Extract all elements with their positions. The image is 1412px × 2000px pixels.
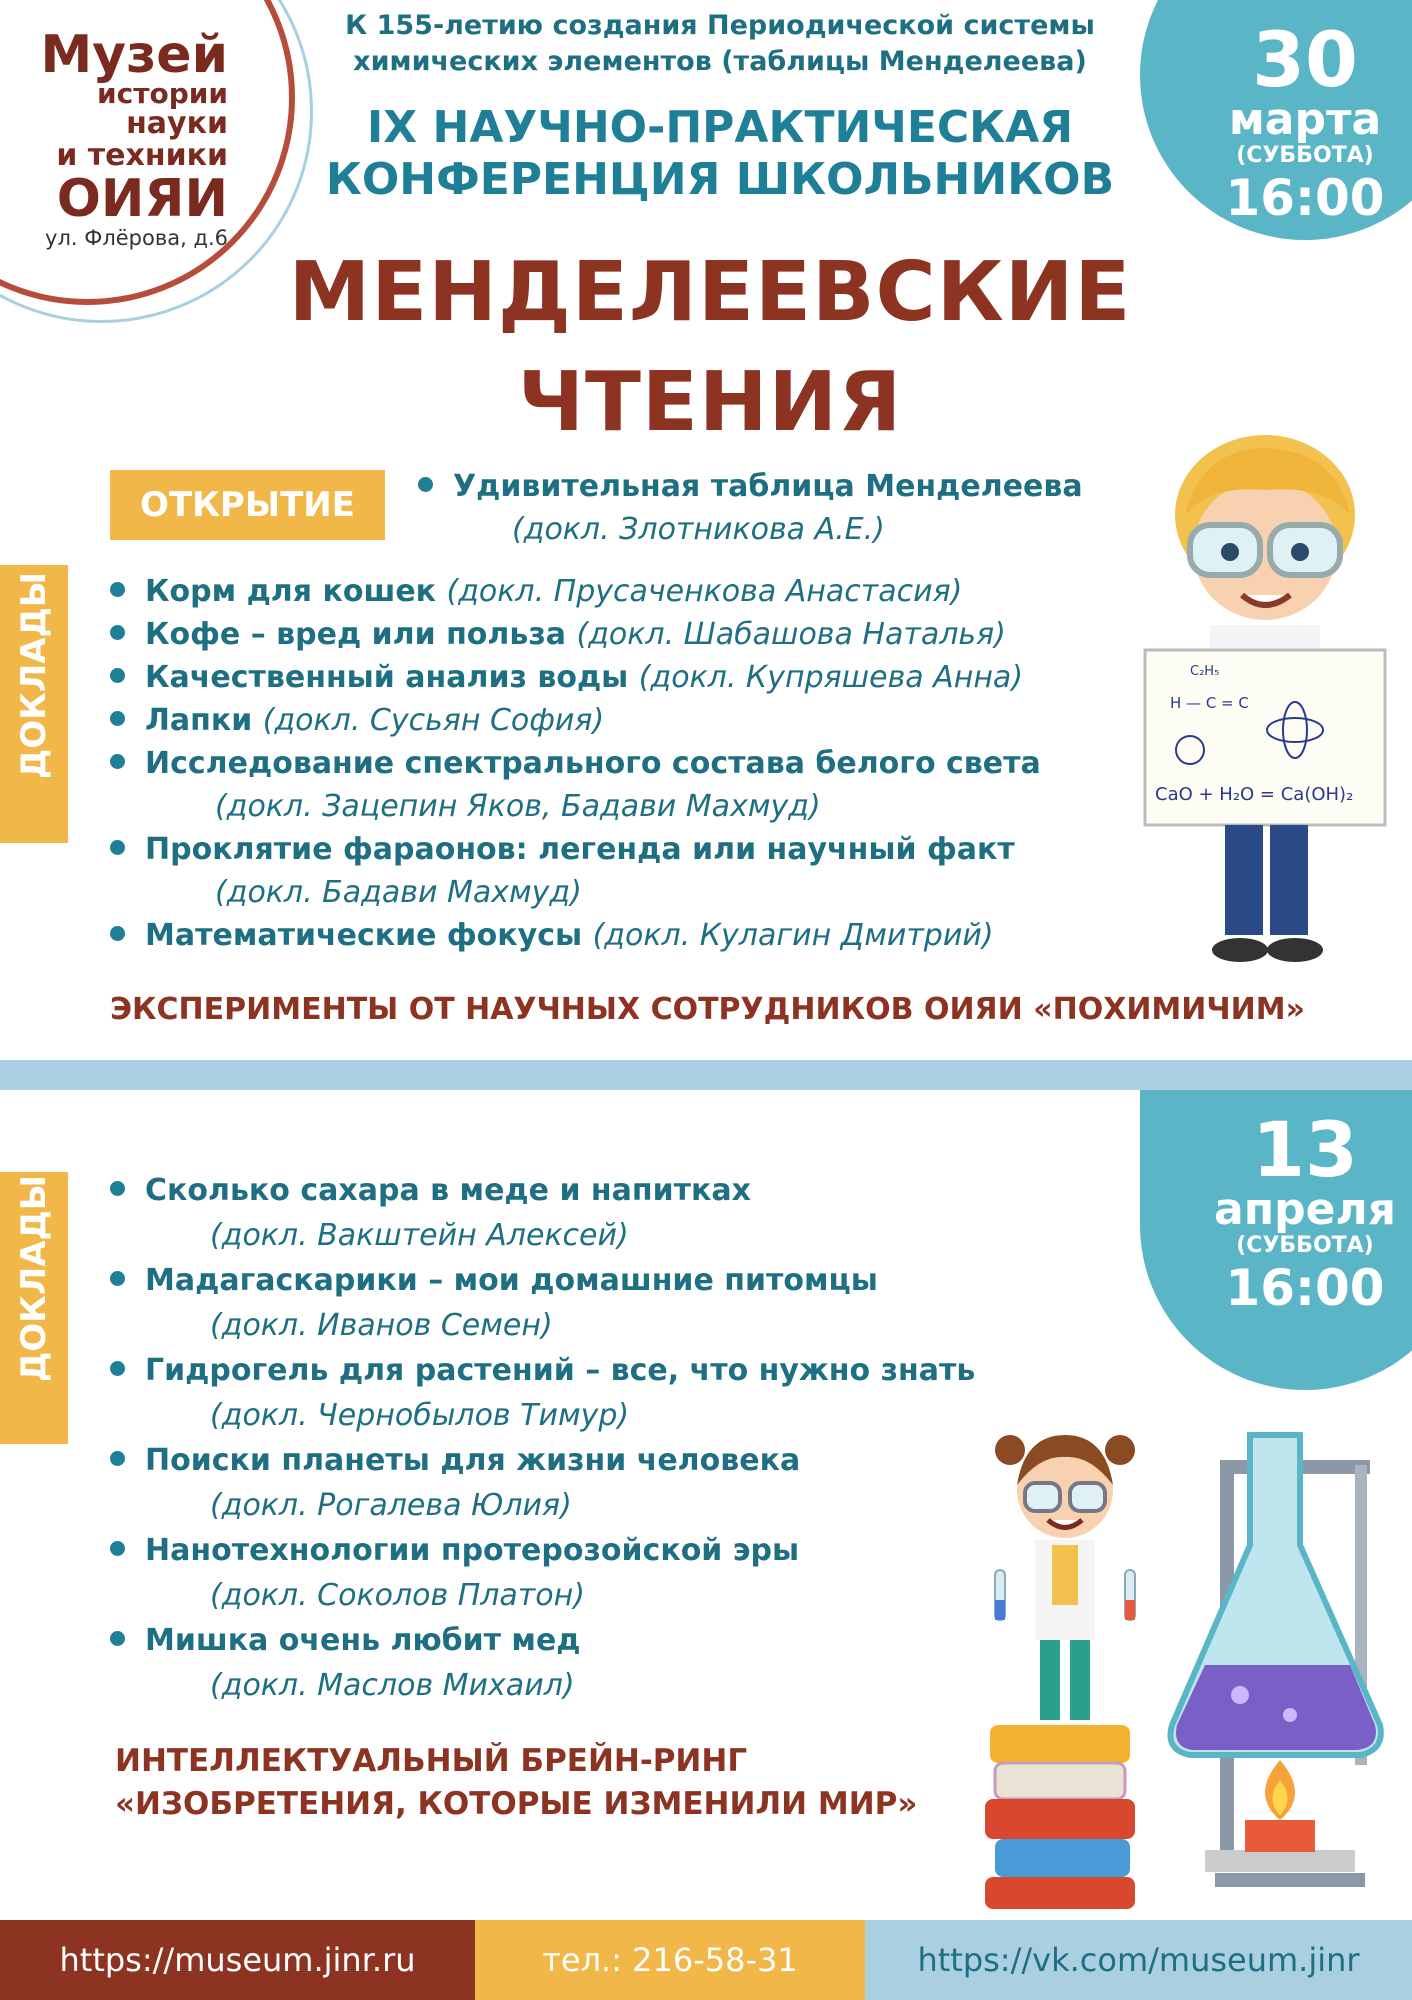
talk-title: Мишка очень любит мед xyxy=(145,1623,581,1658)
talk-list-2 xyxy=(110,1168,975,1708)
conference-heading xyxy=(290,102,1150,206)
website-link[interactable]: https://museum.jinr.ru xyxy=(0,1920,475,2000)
anniversary-subtitle xyxy=(290,8,1150,80)
side-label-reports-1 xyxy=(0,565,68,843)
bullet-icon xyxy=(110,1271,125,1286)
opening-speaker: (докл. Злотникова А.Е.) xyxy=(512,512,885,547)
talk-title: Сколько сахара в меде и напитках xyxy=(145,1173,751,1208)
date2-month: апреля xyxy=(1214,1184,1396,1235)
title-line2: ЧТЕНИЯ xyxy=(517,355,903,450)
bullet-icon xyxy=(110,1631,125,1646)
brain-ring-announcement xyxy=(115,1740,917,1826)
subtitle-line2: химических элементов (таблицы Менделеева) xyxy=(353,46,1087,77)
talk-speaker: (докл. Соколов Платон) xyxy=(210,1578,585,1613)
talk-speaker: (докл. Купряшева Анна) xyxy=(638,660,1024,695)
talk-item xyxy=(110,828,1041,871)
talk-item xyxy=(110,1438,975,1483)
bullet-icon xyxy=(110,1541,125,1556)
talk-item xyxy=(110,1528,975,1573)
bullet-icon xyxy=(110,1181,125,1196)
date1-time: 16:00 xyxy=(1225,169,1385,227)
date-badge-march xyxy=(1140,0,1412,240)
talk-title: Мадагаскарики – мои домашние питомцы xyxy=(145,1263,878,1298)
talk-title: Проклятие фараонов: легенда или научный факт xyxy=(145,832,1015,867)
talk-speaker: (докл. Шабашова Наталья) xyxy=(576,617,1006,652)
logo-address: ул. Флёрова, д.6 xyxy=(45,226,228,250)
vk-link[interactable]: https://vk.com/museum.jinr xyxy=(865,1920,1412,2000)
bullet-icon xyxy=(110,668,125,683)
main-title xyxy=(250,238,1170,458)
opening-title: Удивительная таблица Менделеева xyxy=(453,469,1083,504)
talk-title: Кофе – вред или польза xyxy=(145,617,567,652)
bullet-icon xyxy=(110,754,125,769)
board-formula-1: C₂H₅ xyxy=(1190,664,1220,679)
section-divider xyxy=(0,1060,1412,1090)
talk-speaker: (докл. Вакштейн Алексей) xyxy=(210,1218,629,1253)
logo-line5: ОИЯИ xyxy=(56,169,228,229)
talk-title: Гидрогель для растений – все, что нужно знать xyxy=(145,1353,976,1388)
logo-line4: и техники xyxy=(56,138,228,173)
brain-ring-line1: ИНТЕЛЛЕКТУАЛЬНЫЙ БРЕЙН-РИНГ xyxy=(115,1743,748,1779)
talk-item xyxy=(110,1618,975,1663)
talk-title: Качественный анализ воды xyxy=(145,660,629,695)
date2-day: 13 xyxy=(1252,1105,1358,1194)
talk-speaker: (докл. Сусьян София) xyxy=(262,703,605,738)
girl-scientist-flask-illustration xyxy=(980,1395,1400,1915)
talk-speaker: (докл. Зацепин Яков, Бадави Махмуд) xyxy=(215,789,821,824)
talk-speaker: (докл. Бадави Махмуд) xyxy=(215,875,582,910)
talk-item xyxy=(110,1348,975,1393)
phone-number: тел.: 216-58-31 xyxy=(475,1920,865,2000)
date-badge-april xyxy=(1140,1090,1412,1390)
brain-ring-line2: «ИЗОБРЕТЕНИЯ, КОТОРЫЕ ИЗМЕНИЛИ МИР» xyxy=(115,1786,918,1822)
opening-label: ОТКРЫТИЕ xyxy=(110,470,385,540)
logo-line2: истории xyxy=(97,77,228,110)
talk-title: Корм для кошек xyxy=(145,574,437,609)
talk-title: Математические фокусы xyxy=(145,918,583,953)
experiments-announcement: ЭКСПЕРИМЕНТЫ ОТ НАУЧНЫХ СОТРУДНИКОВ ОИЯИ «ПОХИМИЧИМ» xyxy=(110,992,1305,1027)
talk-item xyxy=(110,699,1041,742)
talk-item xyxy=(110,914,1041,957)
date1-day: 30 xyxy=(1252,15,1358,104)
talk-item xyxy=(110,613,1041,656)
talk-speaker: (докл. Иванов Семен) xyxy=(210,1308,553,1343)
talk-item xyxy=(110,570,1041,613)
talk-item xyxy=(110,1258,975,1303)
talk-title: Исследование спектрального состава белого света xyxy=(145,746,1041,781)
side-label-reports-2 xyxy=(0,1172,68,1444)
talk-item xyxy=(110,742,1041,785)
talk-title: Лапки xyxy=(145,703,253,738)
side-label-text: ДОКЛАДЫ xyxy=(14,1174,54,1382)
conference-line2: КОНФЕРЕНЦИЯ ШКОЛЬНИКОВ xyxy=(325,154,1115,205)
talk-item xyxy=(110,656,1041,699)
conference-line1: IX НАУЧНО-ПРАКТИЧЕСКАЯ xyxy=(366,102,1074,153)
bullet-icon xyxy=(110,582,125,597)
talk-speaker: (докл. Прусаченкова Анастасия) xyxy=(446,574,963,609)
board-formula-3: CaO + H₂O = Ca(OH)₂ xyxy=(1155,784,1354,805)
date1-weekday: (СУББОТА) xyxy=(1236,143,1374,168)
talk-speaker: (докл. Рогалева Юлия) xyxy=(210,1488,572,1523)
logo-line1: Музей xyxy=(40,25,228,85)
side-label-text: ДОКЛАДЫ xyxy=(14,571,54,779)
logo-line3: науки xyxy=(126,106,228,141)
subtitle-line1: К 155-летию создания Периодической системы xyxy=(345,10,1095,41)
talk-item xyxy=(110,1168,975,1213)
museum-logo xyxy=(38,25,228,250)
date1-month: марта xyxy=(1228,94,1382,145)
bullet-icon xyxy=(110,840,125,855)
bullet-icon xyxy=(110,625,125,640)
bullet-icon xyxy=(418,477,433,492)
bullet-icon xyxy=(110,711,125,726)
talk-speaker: (докл. Маслов Михаил) xyxy=(210,1668,575,1703)
board-formula-2: H — C = C xyxy=(1170,694,1249,712)
talk-title: Поиски планеты для жизни человека xyxy=(145,1443,801,1478)
bullet-icon xyxy=(110,1361,125,1376)
opening-talk xyxy=(418,465,1083,508)
date2-time: 16:00 xyxy=(1225,1259,1385,1317)
bullet-icon xyxy=(110,926,125,941)
talk-list-1 xyxy=(110,570,1041,957)
date2-weekday: (СУББОТА) xyxy=(1236,1233,1374,1258)
talk-title: Нанотехнологии протерозойской эры xyxy=(145,1533,800,1568)
boy-scientist-illustration xyxy=(1130,430,1400,970)
talk-speaker: (докл. Чернобылов Тимур) xyxy=(210,1398,630,1433)
bullet-icon xyxy=(110,1451,125,1466)
title-line1: МЕНДЕЛЕЕВСКИЕ xyxy=(288,245,1132,340)
talk-speaker: (докл. Кулагин Дмитрий) xyxy=(592,918,994,953)
